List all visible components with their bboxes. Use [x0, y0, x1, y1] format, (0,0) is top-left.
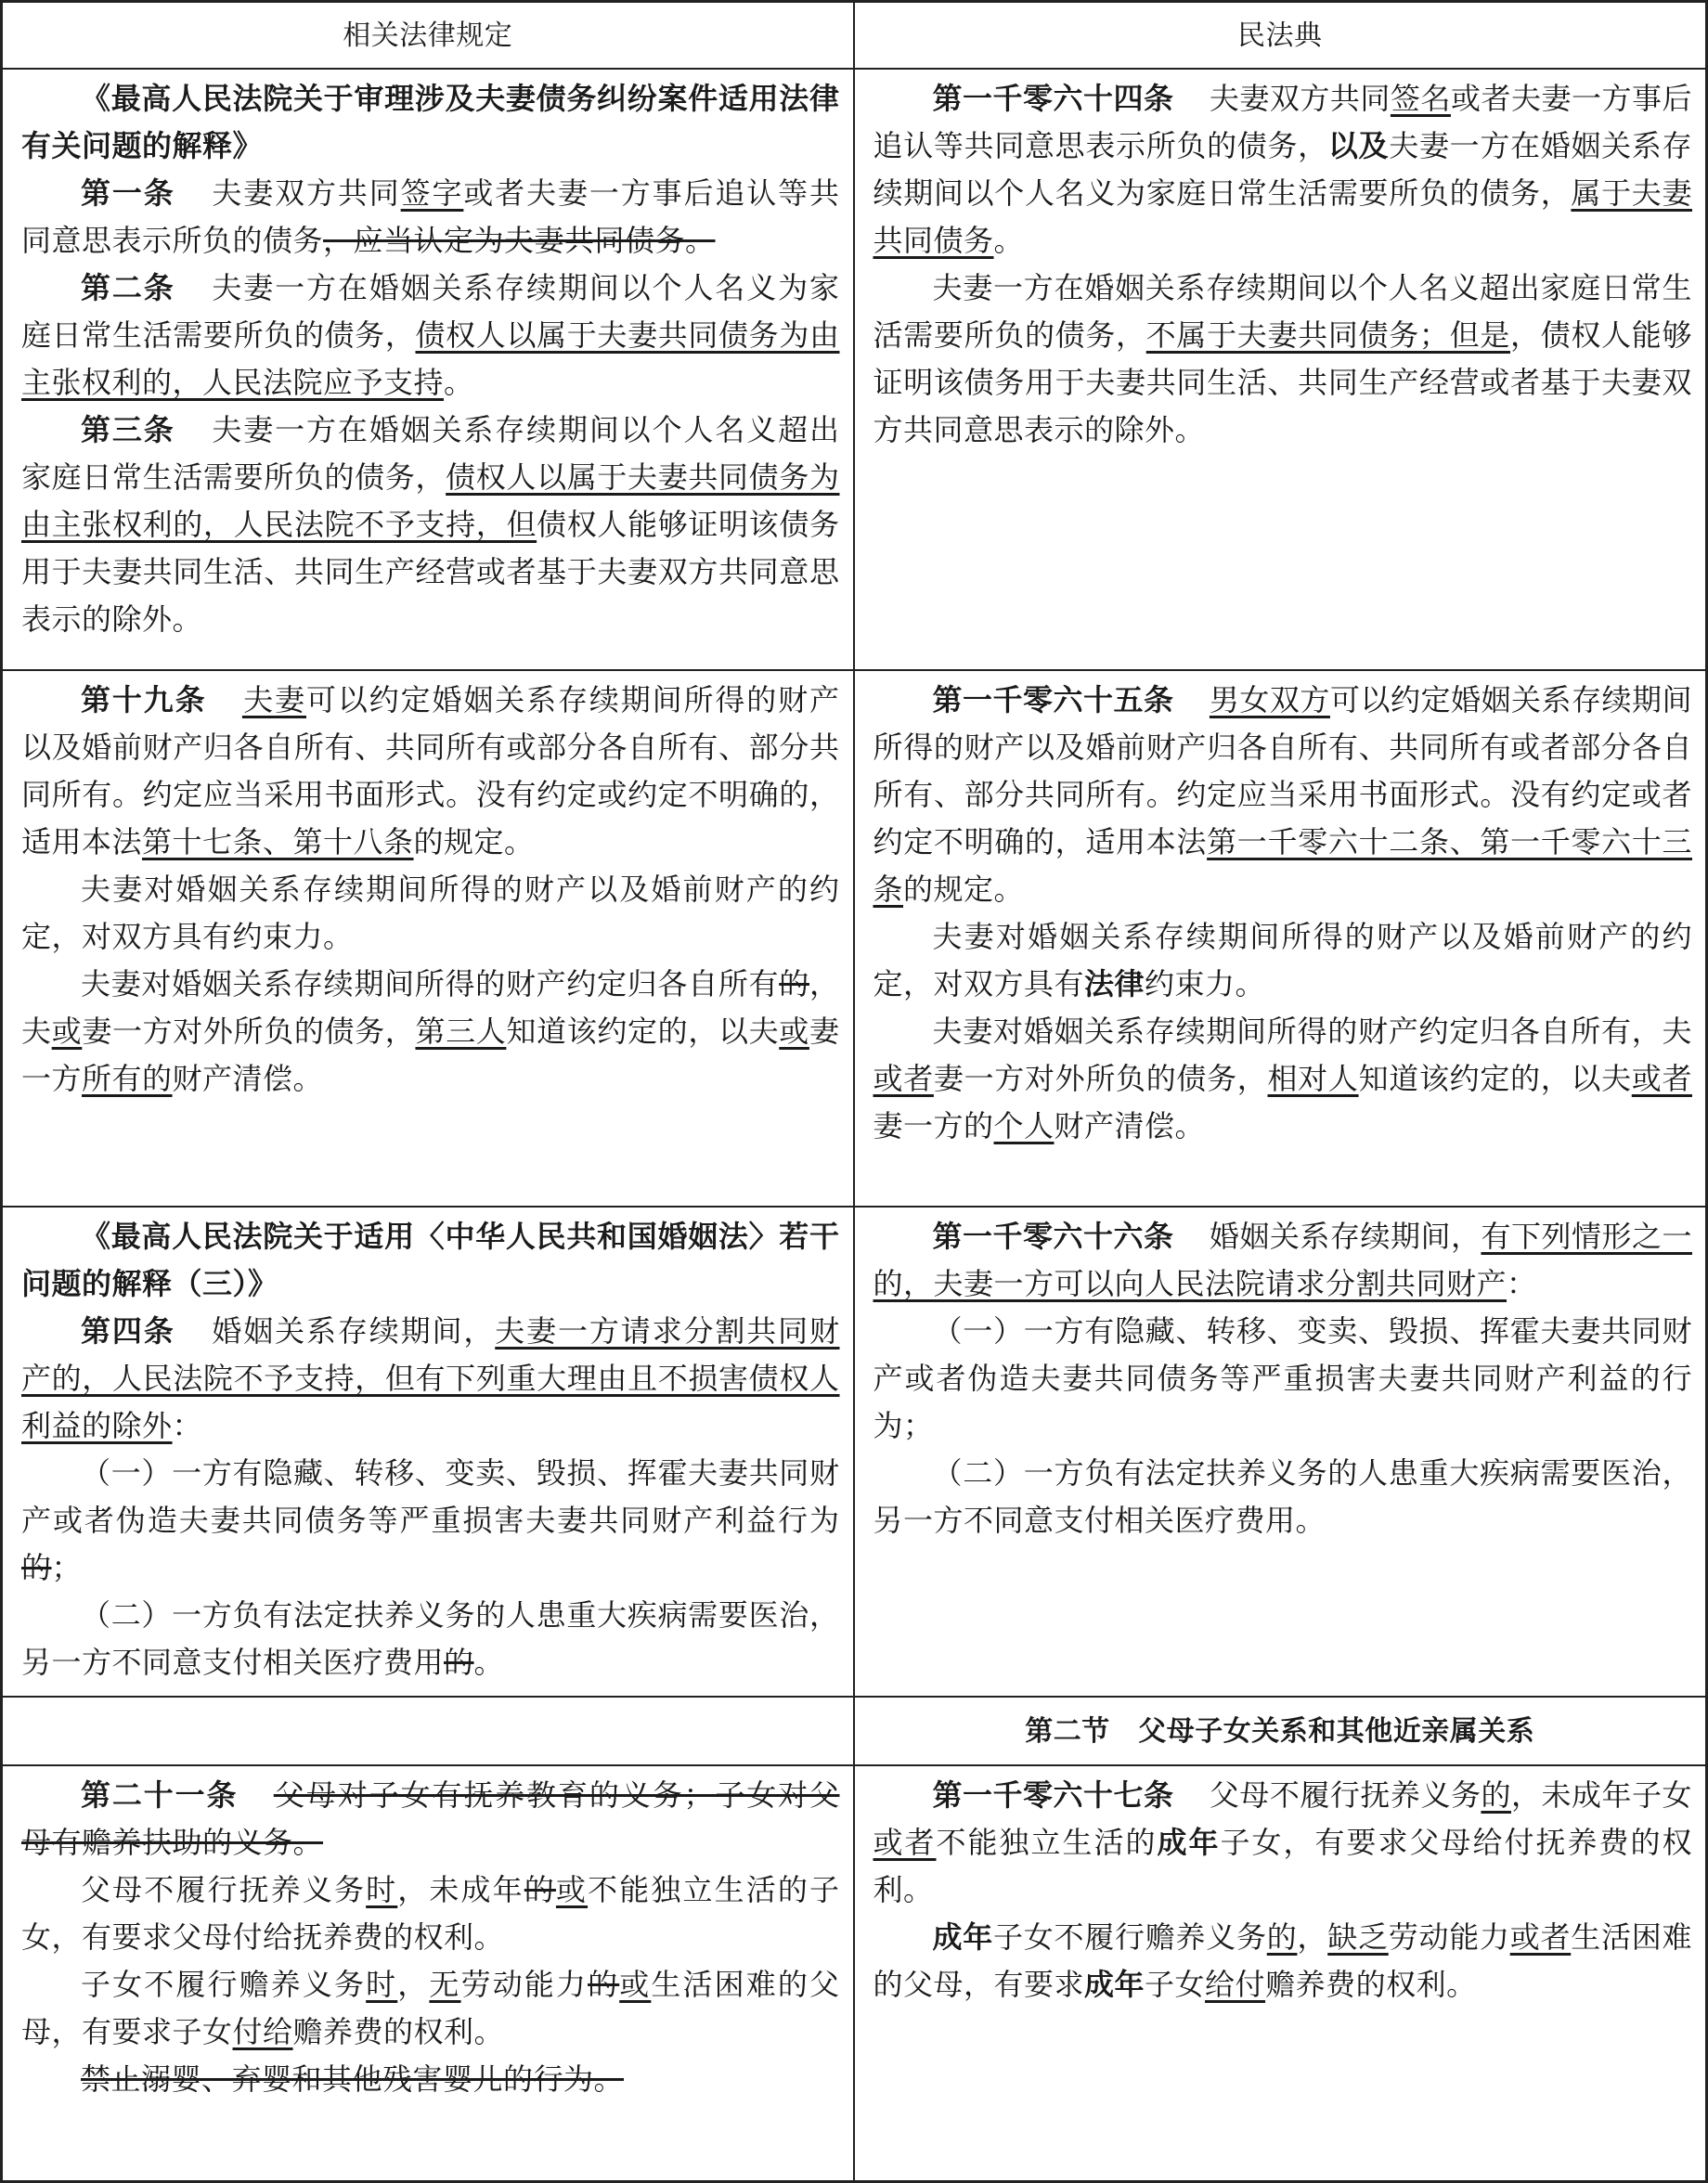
- article-paragraph: 第十九条 夫妻可以约定婚姻关系存续期间所得的财产以及婚前财产归各自所有、共同所有或部分各自所有、部分共同所有。约定应当采用书面形式。没有约定或约定不明确的，适用本法第十七条、第十八条的规定。: [21, 682, 840, 859]
- article-paragraph: 第一千零六十五条 男女双方可以约定婚姻关系存续期间所得的财产以及婚前财产归各自所有、共同所有或者部分各自所有、部分共同所有。约定应当采用书面形式。没有约定或者约定不明确的，适用本法第一千零六十二条、第一千零六十三条的规定。: [873, 682, 1692, 907]
- article-paragraph: 第二十一条 父母对子女有抚养教育的义务；子女对父母有赡养扶助的义务。: [21, 1777, 840, 1860]
- article-paragraph: 第一条 夫妻双方共同签字或者夫妻一方事后追认等共同意思表示所负的债务，应当认定为夫妻共同债务。: [21, 175, 840, 258]
- article-paragraph: 夫妻一方在婚姻关系存续期间以个人名义超出家庭日常生活需要所负的债务，不属于夫妻共同债务；但是，债权人能够证明该债务用于夫妻共同生活、共同生产经营或者基于夫妻双方共同意思表示的除外。: [873, 270, 1692, 447]
- row3-left-cell: [2, 1207, 854, 1697]
- row3-right-cell: [854, 1207, 1707, 1697]
- row1-right-cell: [854, 69, 1707, 670]
- row2-left-cell: [2, 670, 854, 1207]
- article-paragraph: 禁止溺婴、弃婴和其他残害婴儿的行为。: [81, 2061, 625, 2097]
- article-item: （一）一方有隐藏、转移、变卖、毁损、挥霍夫妻共同财产或者伪造夫妻共同债务等严重损害夫妻共同财产利益行为的；: [21, 1455, 840, 1585]
- article-item: （二）一方负有法定扶养义务的人患重大疾病需要医治，另一方不同意支付相关医疗费用。: [873, 1455, 1692, 1538]
- interpretation-title: 《最高人民法院关于适用〈中华人民共和国婚姻法〉若干问题的解释（三）》: [21, 1219, 840, 1301]
- table-row: [2, 1765, 1707, 2182]
- table-row: [2, 670, 1707, 1207]
- table-row: [2, 1207, 1707, 1697]
- article-paragraph: 夫妻对婚姻关系存续期间所得的财产约定归各自所有，夫或者妻一方对外所负的债务，相对人知道该约定的，以夫或者妻一方的个人财产清偿。: [873, 1014, 1692, 1143]
- interpretation-title: 《最高人民法院关于审理涉及夫妻债务纠纷案件适用法律有关问题的解释》: [21, 81, 840, 163]
- article-paragraph: 第三条 夫妻一方在婚姻关系存续期间以个人名义超出家庭日常生活需要所负的债务，债权人以属于夫妻共同债务为由主张权利的，人民法院不予支持，但债权人能够证明该债务用于夫妻共同生活、共同生产经营或者基于夫妻双方共同意思表示的除外。: [21, 412, 840, 637]
- header-right: 民法典: [854, 2, 1707, 70]
- article-paragraph: 子女不履行赡养义务时，无劳动能力的或生活困难的父母，有要求子女付给赡养费的权利。: [21, 1967, 840, 2049]
- article-paragraph: 第一千零六十七条 父母不履行抚养义务的，未成年子女或者不能独立生活的成年子女，有要求父母给付抚养费的权利。: [873, 1777, 1692, 1907]
- article-paragraph: 第二条 夫妻一方在婚姻关系存续期间以个人名义为家庭日常生活需要所负的债务，债权人以属于夫妻共同债务为由主张权利的，人民法院应予支持。: [21, 270, 840, 400]
- article-paragraph: 父母不履行抚养义务时，未成年的或不能独立生活的子女，有要求父母付给抚养费的权利。: [21, 1872, 840, 1955]
- table-header-row: [2, 2, 1707, 70]
- article-paragraph: 成年子女不履行赡养义务的，缺乏劳动能力或者生活困难的父母，有要求成年子女给付赡养费的权利。: [873, 1919, 1692, 2002]
- row5-left-cell: [2, 1765, 854, 2182]
- row5-right-cell: [854, 1765, 1707, 2182]
- article-paragraph: 夫妻对婚姻关系存续期间所得的财产约定归各自所有的，夫或妻一方对外所负的债务，第三人知道该约定的，以夫或妻一方所有的财产清偿。: [21, 966, 840, 1096]
- table-row: [2, 69, 1707, 670]
- article-paragraph: 第一千零六十四条 夫妻双方共同签名或者夫妻一方事后追认等共同意思表示所负的债务，以及夫妻一方在婚姻关系存续期间以个人名义为家庭日常生活需要所负的债务，属于夫妻共同债务。: [873, 81, 1692, 258]
- section-row: [2, 1697, 1707, 1765]
- article-paragraph: 第一千零六十六条 婚姻关系存续期间，有下列情形之一的，夫妻一方可以向人民法院请求分割共同财产：: [873, 1219, 1692, 1301]
- section-left-empty: [2, 1697, 854, 1765]
- article-paragraph: 第四条 婚姻关系存续期间，夫妻一方请求分割共同财产的，人民法院不予支持，但有下列重大理由且不损害债权人利益的除外：: [21, 1313, 840, 1443]
- section-heading: 第二节 父母子女关系和其他近亲属关系: [854, 1697, 1707, 1765]
- article-item: （二）一方负有法定扶养义务的人患重大疾病需要医治，另一方不同意支付相关医疗费用的。: [21, 1597, 840, 1680]
- row1-left-cell: [2, 69, 854, 670]
- article-item: （一）一方有隐藏、转移、变卖、毁损、挥霍夫妻共同财产或者伪造夫妻共同债务等严重损害夫妻共同财产利益的行为；: [873, 1313, 1692, 1443]
- header-left: 相关法律规定: [2, 2, 854, 70]
- article-paragraph: 夫妻对婚姻关系存续期间所得的财产以及婚前财产的约定，对双方具有约束力。: [21, 872, 840, 954]
- row2-right-cell: [854, 670, 1707, 1207]
- article-paragraph: 夫妻对婚姻关系存续期间所得的财产以及婚前财产的约定，对双方具有法律约束力。: [873, 919, 1692, 1001]
